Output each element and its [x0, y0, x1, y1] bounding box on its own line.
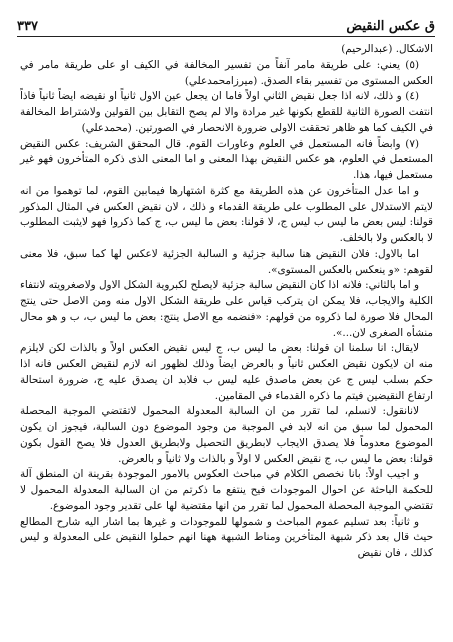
body-paragraph: لايقال: انا سلمنا ان قولنا: بعض ما ليس ب، ج ليس نقيض العكس اولاً و بالذات لكن لايلزم منه ان لايكون نقيض العكس ثانياً و بالعرض ايضاً وذلك لظهور انه لازم لنقيض العكس فانه اذا حكم بسلب ليس ج عن بعض ماصدق عليه ليس ب فلابد ان يصدق عليه ج، ضرورة استحالة ارتفاع النقيضين فيتم ما ذكره القدماء في المقامين.: [20, 342, 433, 402]
footnote-paragraph: (٤) و ذلك، لانه اذا جعل نقيض الثاني اولاً فاما ان يجعل عين الاول ثانياً او نقيضه ايضاً ثانياً فاذاً انتفت الصورة الثانية للقطع بكونها غير مرادة والا لم يصح التقابل بين القولين ولاشتراط المخالفة في الكيف كما هو ظاهر تحققت الاولى ضرورة الانحصار في الصورتين. (محمدعلي): [20, 90, 433, 134]
body-paragraph: اما بالاول: فلان النقيض هنا سالبة جزئية و السالبة الجزئية لاعكس لها كما سبق، فلا معنى لقوهم: «و ينعكس بالعكس المستوى».: [20, 247, 433, 276]
running-title: ق عكس النقيض: [346, 19, 435, 34]
footnote-paragraph: (٧) وابضاً فانه المستعمل في العلوم وعاورات القوم. قال المحقق الشريف: عكس النقيض المستعمل في العلوم، هو عكس النقيض بهذا المعنى و اما المعنى الذى ذكره المتأخرون فهو غير مستعمل فيها، هذا.: [20, 137, 433, 181]
footnote-paragraph: الاشكال. (عبدالرحيم): [341, 43, 433, 55]
body-paragraph: و اما عدل المتأخرون عن هذه الطريقة مع كثرة اشتهارها فيمابين القوم، لما توهموا من انه لايتم الاستدلال على المطلوب على طريقة القدماء و ذلك ، لان نقيض العكس في المثال المذكور قولنا: ليس بعض ما ليس ب ليس ج، لا قولنا: بعض ما ليس ب، ج كما ذكروا فهو لايثبت المطلوب لا بالعكس ولا بالخلف.: [20, 184, 433, 244]
body-paragraph: و ثانياً: بعد تسليم عموم المباحث و شمولها للموجودات و غيرها بما اشار اليه شارح المطالع حيث قال بعد ذكر شبهة المتأخرين ومناط الشبهة ههنا انهم حملوا النقيض على المعدولة و ليس كذلك ، فان نقيض: [20, 515, 433, 559]
page-header: [17, 10, 435, 37]
body-paragraph: لانانقول: لانسلم، لما تقرر من ان السالبة المعدولة المحمول لاتقتضي الموجبة المحصلة المحمول لما سبق من انه لابد في الموجبة من وجود الموضوع دون السالبة، فيجوز ان يكون الموضوع معدوماً فلا يصدق الايجاب لابطريق التحصيل ولابطريق العدول فلا يصح القول بكون قولنا: بعض ما ليس ب، ج نقيض العكس لا اولاً و بالذات ولا ثانياً و بالعرض.: [20, 405, 433, 465]
page-number: ٣٣٧: [17, 19, 38, 34]
page-body: [20, 42, 433, 636]
body-paragraph: و اما بالثاني: فلانه اذا كان النقيض سالبة جزئية لايصلح لكبروية الشكل الاول ولاصغرويته لانتفاء الكلية والايجاب، فلا يمكن ان يتركب قياس على طريقة الشكل الاول منه ومن الاصل حتى ينتج المحال فلا صورة لما ذكروه من قولهم: «فنضمه مع الاصل ينتج: بعض ما ليس ب، ب و هو محال منشأه الصغرى لان...».: [20, 279, 433, 339]
footnote-paragraph: (٥) يعني: على طريقة مامر آنفاً من تفسير المخالفة في الكيف او على طريقة مامر في العكس المستوى من تفسير بقاء الصدق. (ميرزامحمدعلي): [20, 58, 433, 87]
body-paragraph: و اجيب اولاً: بانا نخصص الكلام في مباحث العكوس بالامور الموجودة بقرينة ان المنطق آلة للحكمة الباحثة عن احوال الموجودات فيح ينتفع ما ذكرتم من ان السالبة المعدولة المحمول لا تقتضي الموجبة المحصلة المحمول لما تقرر من انها مقتضية لها على تقدير وجود الموضوع.: [20, 468, 433, 512]
